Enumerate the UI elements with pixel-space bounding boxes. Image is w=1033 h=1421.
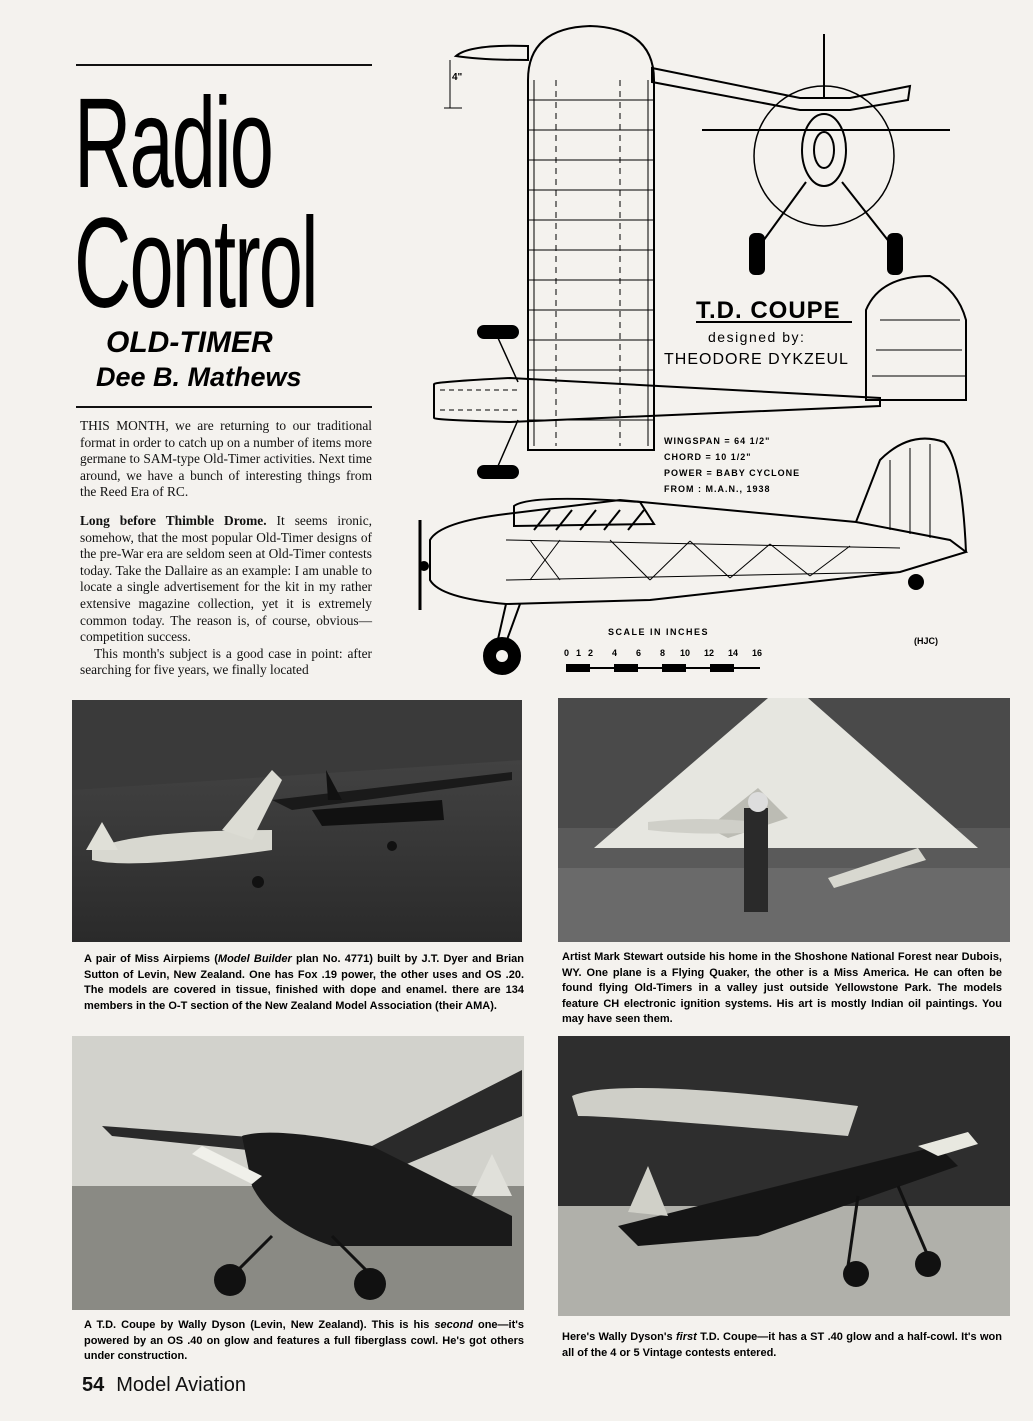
article-body — [80, 418, 372, 679]
photo-td-coupe-second — [72, 1036, 524, 1310]
section1-paragraph — [80, 513, 372, 646]
header-rule — [76, 406, 372, 408]
plan-designer: THEODORE DYKZEUL — [664, 351, 849, 368]
paragraph-3: This month's subject is a good case in point: after searching for five years, we finally located — [80, 645, 372, 678]
scale-tick-0: 0 — [564, 648, 570, 658]
title-line-control: Control — [74, 192, 317, 335]
title-line-radio: Radio — [74, 72, 273, 215]
plan-drawing — [410, 20, 1000, 692]
wing-plan — [528, 26, 654, 450]
fuselage-top — [434, 378, 880, 422]
plan-spec-chord: CHORD = 10 1/2" — [664, 452, 752, 462]
section1-body: It seems ironic, somehow, that the most popular Old-Timer designs of the pre-War era are seldom seen at Old-Timer contests today. Take the Dallaire as an example: I am unable to locate a single advertisement for the kit in my rather extensive magazine collection, yet it is extremely common today. The reason is, of course, obvious—competition success. — [80, 512, 373, 645]
plan-designed-by: designed by: — [708, 329, 806, 345]
scale-tick-10: 10 — [680, 648, 691, 658]
stabilizer-top — [866, 276, 966, 400]
scale-tick-16: 16 — [752, 648, 763, 658]
scale-tick-2: 2 — [588, 648, 594, 658]
caption-photo-2: Artist Mark Stewart outside his home in the Shoshone National Forest near Dubois, WY. One plane is a Flying Quaker, the other is a Miss America. He can often be found flying Old-Timers in a valley just outside Yellowstone Park. The models feature CH electronic ignition systems. His art is mostly Indian oil paintings. You may have seen them. — [562, 951, 1002, 1025]
photo-miss-airpiems — [72, 700, 522, 942]
plan-spec-from: FROM : M.A.N., 1938 — [664, 484, 771, 494]
plan-credit: (HJC) — [914, 636, 938, 646]
photo-mark-stewart-tipi — [558, 698, 1010, 942]
author: Dee B. Mathews — [96, 362, 302, 392]
plan-dim-label: 4" — [452, 72, 463, 83]
plan-title: T.D. COUPE — [696, 297, 841, 324]
caption-photo-1: A pair of Miss Airpiems (Model Builder plan No. 4771) built by J.T. Dyer and Brian Sutton of Levin, New Zealand. One has Fox .19 power, the other uses and OS .20. The models are covered in tissue, finished with dope and enamel. there are 134 members in the O-T section of the New Zealand Model Association (their AMA). — [84, 953, 524, 1012]
page-footer — [82, 1374, 246, 1397]
wing-section — [456, 46, 528, 60]
scale-tick-1: 1 — [576, 648, 582, 658]
caption-photo-4: Here's Wally Dyson's first T.D. Coupe—it has a ST .40 glow and a half-cowl. It's won all of the 4 or 5 Vintage contests entered. — [562, 1331, 1002, 1359]
scale-tick-14: 14 — [728, 648, 739, 658]
magazine-name: Model Aviation — [116, 1374, 246, 1396]
wing-panel-hatching — [534, 510, 644, 530]
page-number: 54 — [82, 1374, 105, 1396]
scale-tick-8: 8 — [660, 648, 666, 658]
photo-td-coupe-first — [558, 1036, 1010, 1316]
caption-photo-3: A T.D. Coupe by Wally Dyson (Levin, New Zealand). This is his second one—it's powered by an OS .40 on glow and features a full fiberglass cowl. He's got others under construction. — [84, 1319, 524, 1362]
intro-paragraph: THIS MONTH, we are returning to our traditional format in order to catch up on a number of items more germane to SAM-type Old-Timer activities. Next time around, we have a bunch of interesting things from the Reed Era of RC. — [80, 418, 372, 500]
fin-side — [856, 439, 966, 552]
top-rule — [76, 64, 372, 66]
scale-tick-6: 6 — [636, 648, 642, 658]
scale-tick-4: 4 — [612, 648, 618, 658]
plan-scale-label: SCALE IN INCHES — [608, 627, 710, 637]
section1-runin: Long before Thimble Drome. — [80, 512, 267, 528]
plan-spec-wingspan: WINGSPAN = 64 1/2" — [664, 436, 771, 446]
fuselage-side — [430, 500, 966, 604]
plan-spec-power: POWER = BABY CYCLONE — [664, 468, 801, 478]
subtitle: OLD-TIMER — [106, 326, 273, 359]
scale-tick-12: 12 — [704, 648, 715, 658]
